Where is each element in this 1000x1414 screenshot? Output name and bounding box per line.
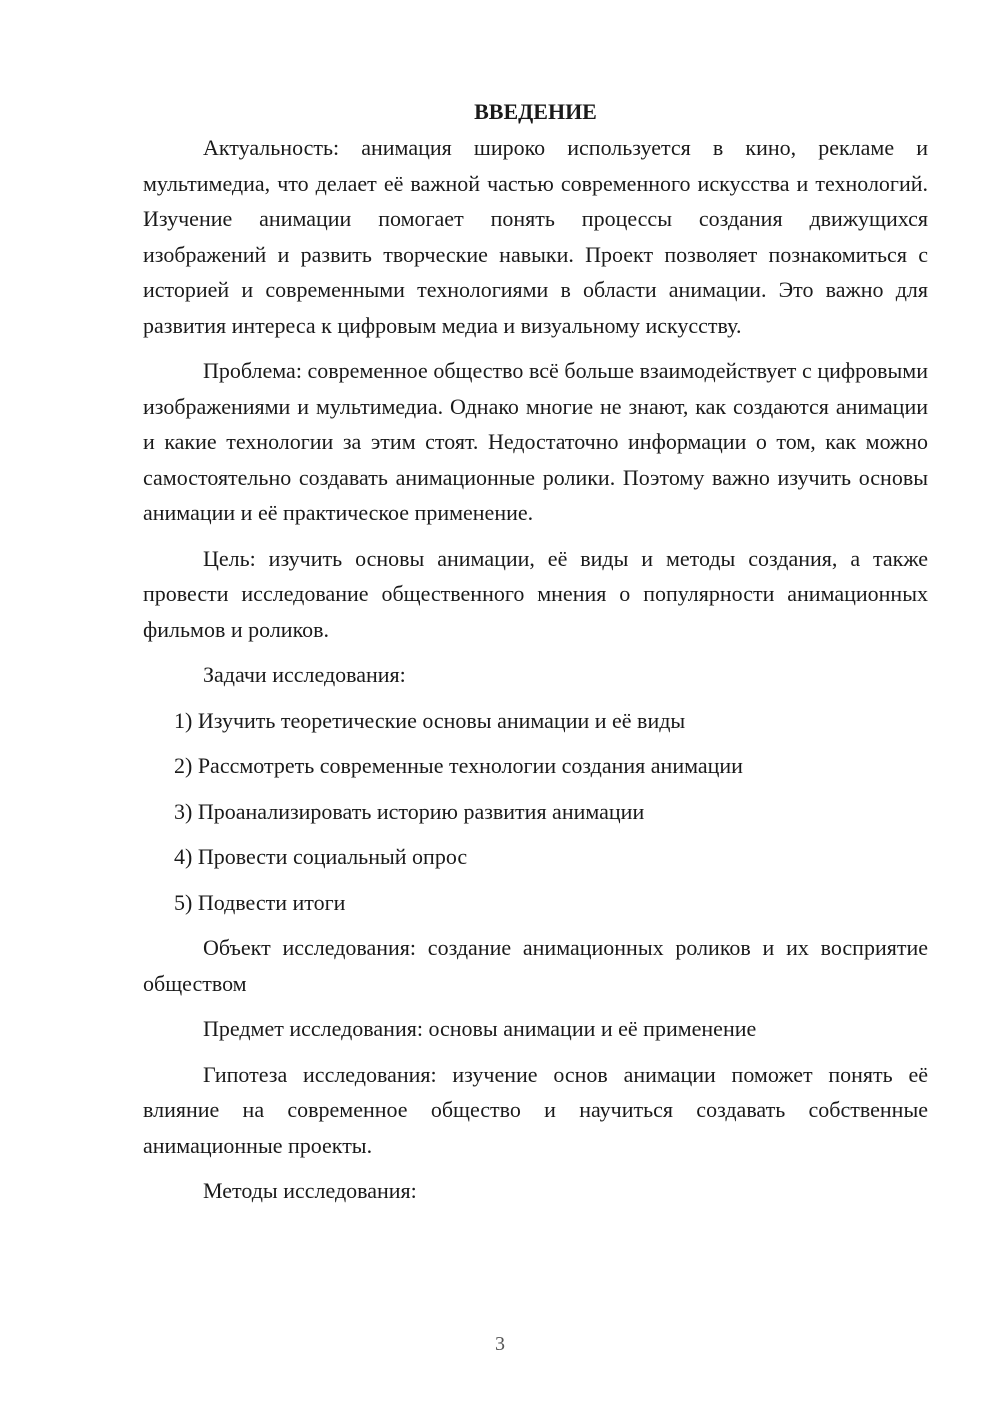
- list-item: 2) Рассмотреть современные технологии создания анимации: [174, 753, 743, 778]
- page-number: 3: [495, 1333, 505, 1355]
- tasks-heading: Задачи исследования:: [203, 662, 406, 687]
- list-item: 4) Провести социальный опрос: [174, 844, 468, 869]
- paragraph-goal: Цель: изучить основы анимации, её виды и методы создания, а также провести исследование общественного мнения о популярности анимационных фильмов и роликов.: [143, 545, 928, 642]
- paragraph-object: Объект исследования: создание анимационных роликов и их восприятие обществом: [143, 935, 928, 996]
- list-item: 1) Изучить теоретические основы анимации и её виды: [174, 707, 686, 733]
- paragraph-relevance: Актуальность: анимация широко используется в кино, рекламе и мультимедиа, что делает её важной частью современного искусства и технологий. Изучение анимации помогает понять процессы создания движущихся изображений и развить творческие навыки. Проект позволяет познакомиться с историей и современными технологиями в области анимации. Это важно для развития интереса к цифровым медиа и визуальному искусству.: [143, 135, 928, 338]
- tasks-list: [143, 703, 928, 921]
- paragraph-problem: Проблема: современное общество всё больше взаимодействует с цифровыми изображениями и мультимедиа. Однако многие не знают, как создаются анимации и какие технологии за этим стоят. Недостаточно информации о том, как можно самостоятельно создавать анимационные ролики. Поэтому важно изучить основы анимации и её практическое применение.: [143, 358, 928, 525]
- section-title: ВВЕДЕНИЕ: [474, 99, 597, 124]
- methods-heading: Методы исследования:: [203, 1178, 417, 1203]
- document-page: [143, 94, 928, 1219]
- list-item: 3) Проанализировать историю развития анимации: [174, 798, 645, 824]
- list-item: 5) Подвести итоги: [174, 889, 346, 915]
- paragraph-hypothesis: Гипотеза исследования: изучение основ анимации поможет понять её влияние на современное общество и научиться создавать собственные анимационные проекты.: [143, 1061, 928, 1158]
- paragraph-subject: Предмет исследования: основы анимации и её применение: [203, 1016, 757, 1041]
